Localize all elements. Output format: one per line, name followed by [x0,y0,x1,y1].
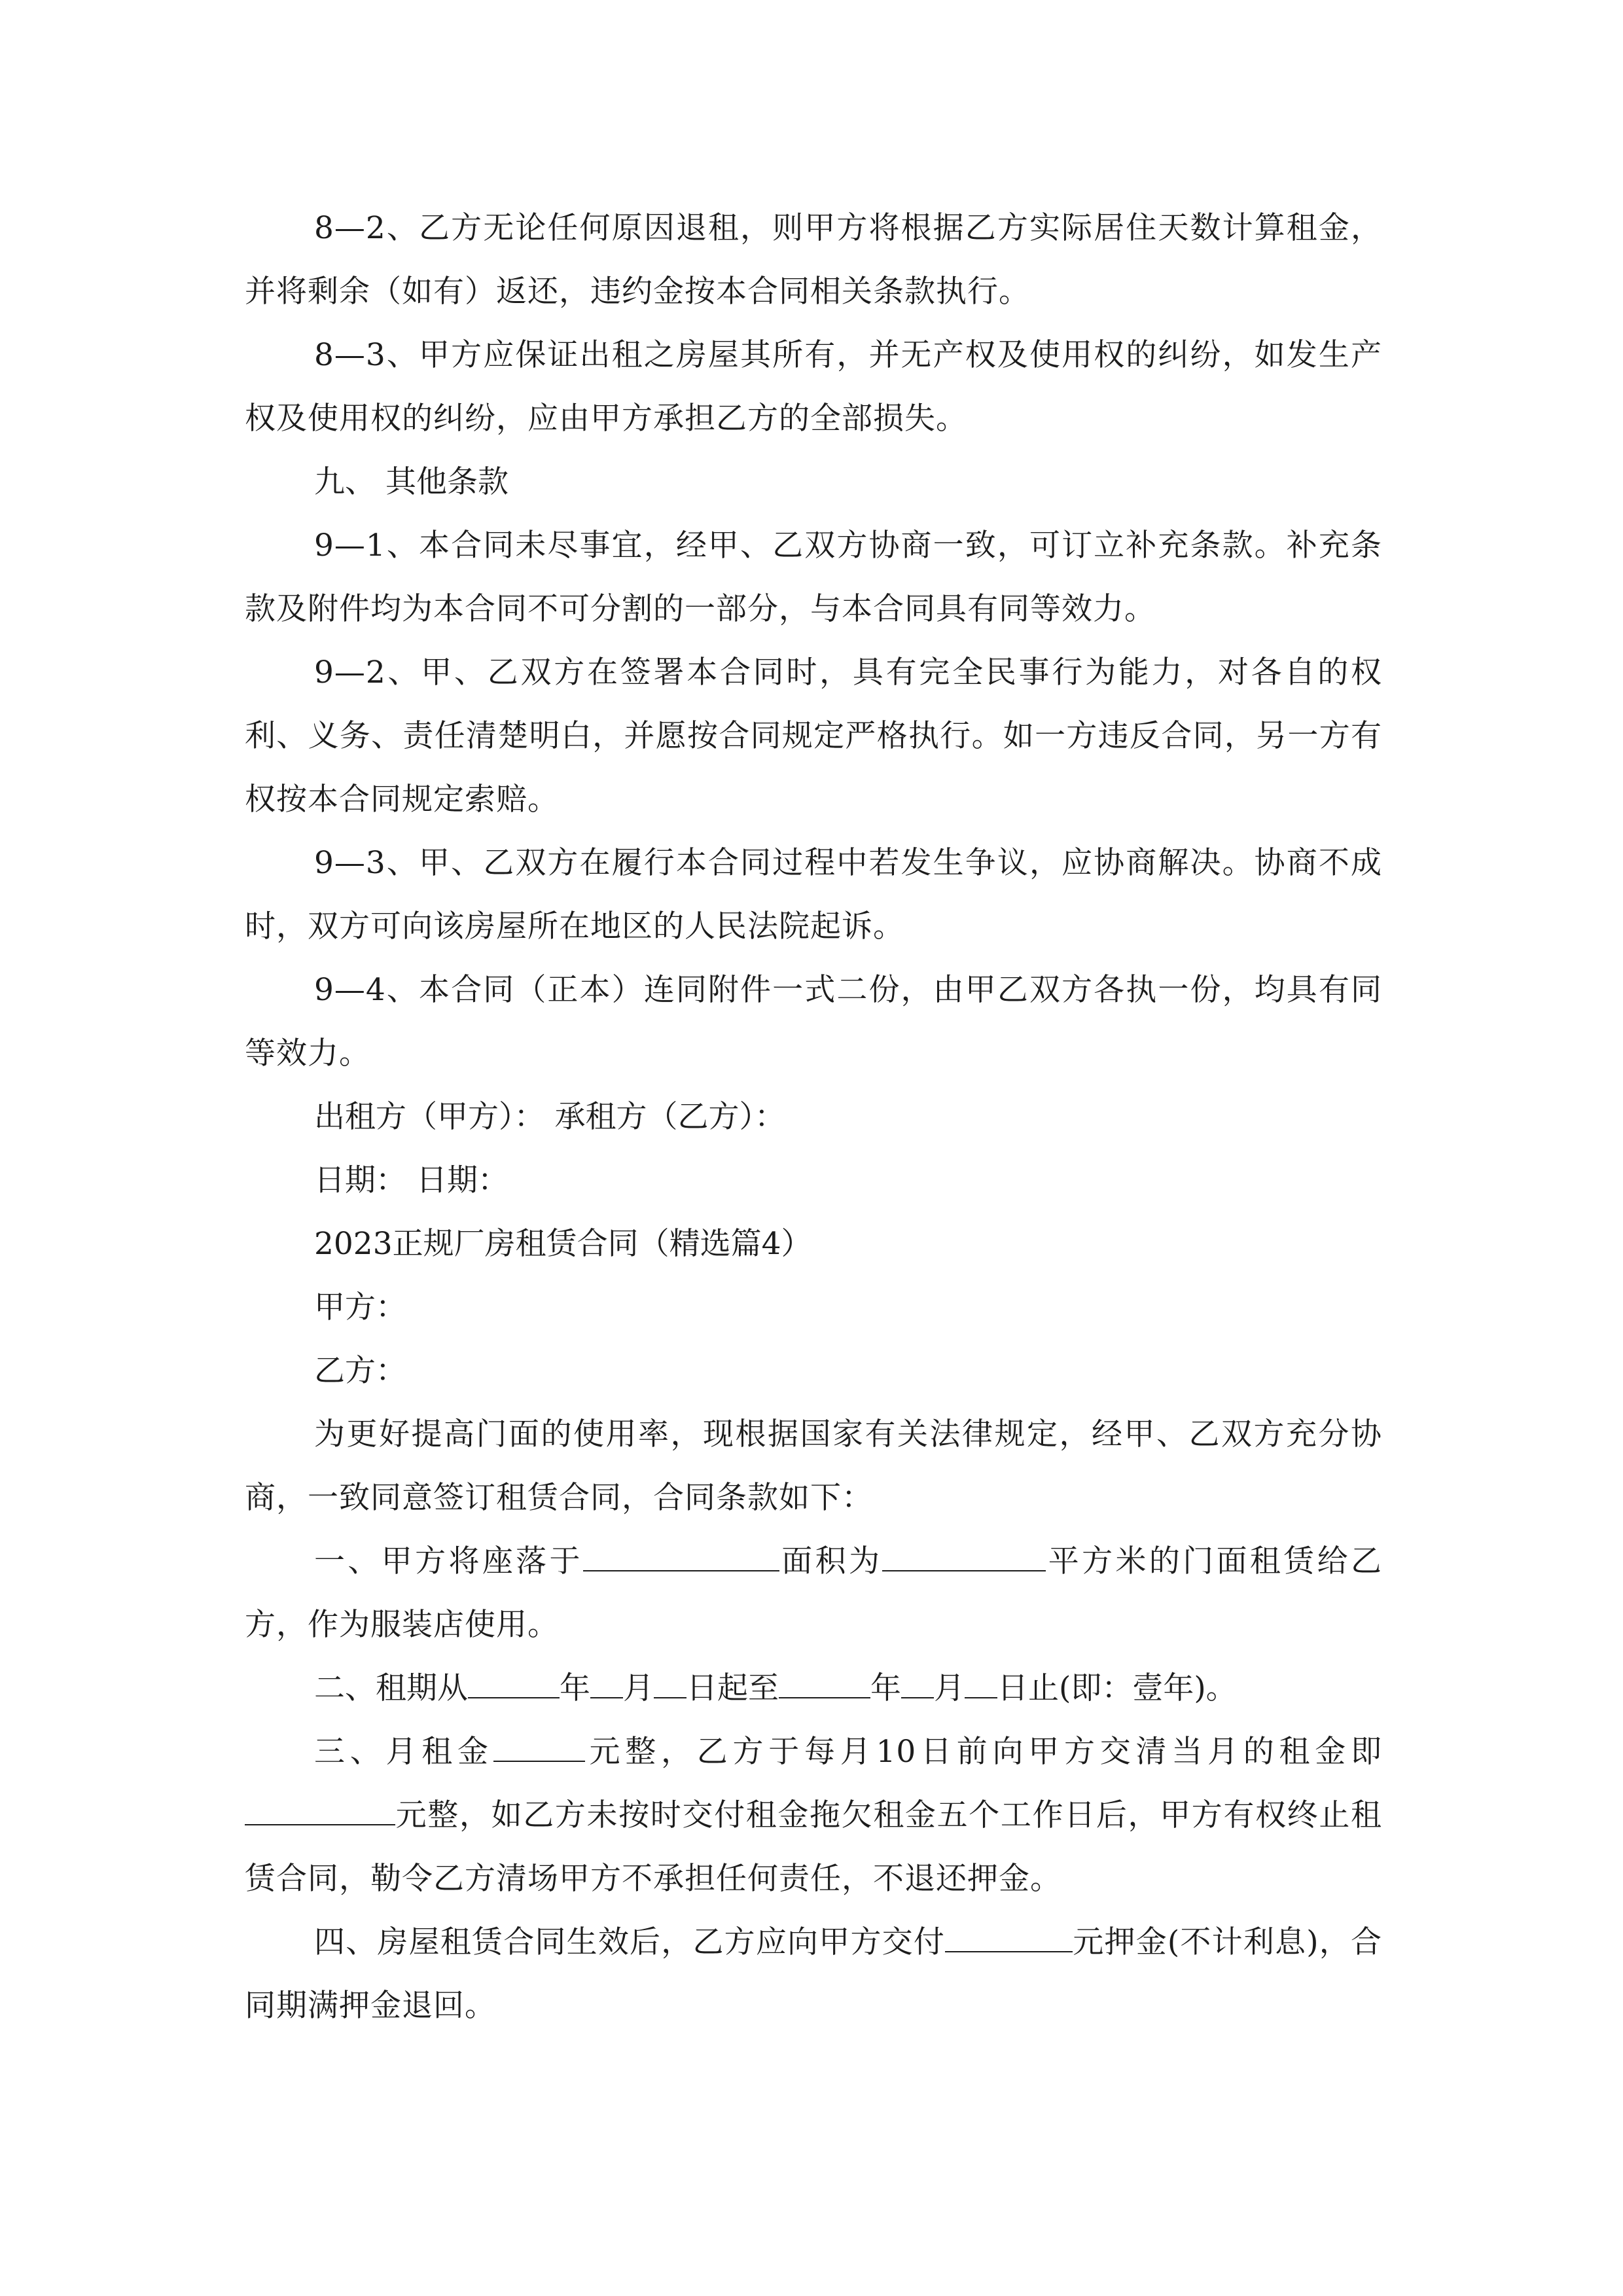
clause-2-text-f: 月 [934,1670,965,1706]
clause-1-text-b: 面积为 [779,1543,883,1579]
contract-intro: 为更好提高门面的使用率，现根据国家有关法律规定，经甲、乙双方充分协商，一致同意签订租赁合同，合同条款如下： [245,1416,1382,1516]
clause-3-text-b: 元整，乙方于每月10日前向甲方交清当月的租金即 [584,1734,1383,1770]
start-month-blank [590,1672,623,1698]
clause-3 [245,1720,1382,1910]
contract-title: 2023正规厂房租赁合同（精选篇4） [314,1226,812,1262]
clause-2-text-e: 年 [870,1670,901,1706]
clause-4-text-a: 四、房屋租赁合同生效后，乙方应向甲方交付 [314,1924,946,1960]
end-year-blank [779,1672,870,1698]
clause-1 [245,1530,1382,1657]
monthly-rent-blank [493,1736,585,1762]
start-year-blank [468,1672,560,1698]
clause-2 [245,1657,1382,1720]
document-body [245,196,1382,2037]
clause-9-1: 9—1、本合同未尽事宜，经甲、乙双方协商一致，可订立补充条款。补充条款及附件均为本合同不可分割的一部分，与本合同具有同等效力。 [245,528,1382,627]
location-blank [583,1545,779,1571]
clause-4-text-b: 元押金(不计利息)，合同期满押金退回。 [245,1924,1382,2024]
end-day-blank [965,1672,997,1698]
clause-1-text-c: 平方米的门面租赁给乙方，作为服装店使用。 [245,1543,1383,1643]
clause-2-text-d: 日起至 [687,1670,779,1706]
section-9-heading: 九、 其他条款 [314,464,508,500]
party-a-label: 甲方： [314,1289,406,1325]
clause-8-3: 8—3、甲方应保证出租之房屋其所有，并无产权及使用权的纠纷，如发生产权及使用权的纠纷，应由甲方承担乙方的全部损失。 [245,337,1382,437]
area-blank [882,1545,1046,1571]
party-b-label: 乙方： [314,1353,406,1389]
clause-2-text-c: 月 [623,1670,654,1706]
clause-3-text-c: 元整，如乙方未按时交付租金拖欠租金五个工作日后，甲方有权终止租赁合同，勒令乙方清场甲方不承担任何责任，不退还押金。 [245,1797,1382,1897]
clause-9-3: 9—3、甲、乙双方在履行本合同过程中若发生争议，应协商解决。协商不成时，双方可向该房屋所在地区的人民法院起诉。 [245,845,1382,944]
clause-9-4: 9—4、本合同（正本）连同附件一式二份，由甲乙双方各执一份，均具有同等效力。 [245,972,1382,1071]
clause-3-text-a: 三、月租金 [314,1734,493,1770]
clause-2-text-g: 日止(即：壹年)。 [997,1670,1237,1706]
clause-2-text-a: 二、租期从 [314,1670,468,1706]
signature-line: 出租方（甲方）： 承租方（乙方）： [314,1099,785,1135]
clause-9-2: 9—2、甲、乙双方在签署本合同时，具有完全民事行为能力，对各自的权利、义务、责任清楚明白，并愿按合同规定严格执行。如一方违反合同，另一方有权按本合同规定索赔。 [245,655,1382,817]
rent-amount-blank [245,1799,395,1825]
end-month-blank [901,1672,934,1698]
clause-2-text-b: 年 [560,1670,590,1706]
deposit-blank [945,1926,1073,1952]
clause-8-2: 8—2、乙方无论任何原因退租，则甲方将根据乙方实际居住天数计算租金，并将剩余（如有）返还，违约金按本合同相关条款执行。 [245,210,1382,310]
date-line: 日期： 日期： [314,1162,508,1198]
clause-1-text-a: 一、甲方将座落于 [314,1543,583,1579]
start-day-blank [654,1672,687,1698]
clause-4 [245,1910,1382,2037]
